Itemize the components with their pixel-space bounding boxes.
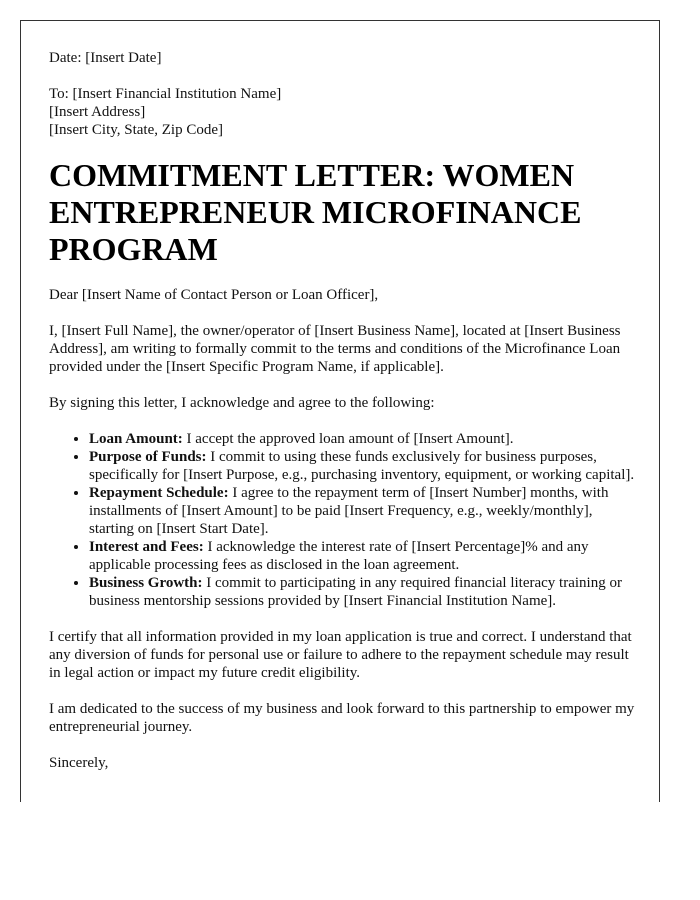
acknowledge-line: By signing this letter, I acknowledge and agree to the following:	[49, 395, 435, 411]
letter-title: COMMITMENT LETTER: WOMEN ENTREPRENEUR MICROFINANCE PROGRAM	[49, 157, 582, 267]
closing-paragraph: I am dedicated to the success of my business and look forward to this partnership to empower my entrepreneurial journey.	[49, 701, 635, 735]
term-item-interest-and-fees	[89, 538, 637, 574]
date-line: Date: [Insert Date]	[49, 50, 162, 66]
letter-content	[49, 49, 637, 790]
term-label: Repayment Schedule:	[89, 485, 229, 501]
signoff: Sincerely,	[49, 755, 109, 771]
certify-paragraph: I certify that all information provided in my loan application is true and correct. I understand that any diversion of funds for personal use or failure to adhere to the repayment schedule may result in legal action or impact my future credit eligibility.	[49, 629, 632, 681]
terms-list	[49, 430, 637, 610]
term-label: Business Growth:	[89, 575, 203, 591]
term-text: I acknowledge the interest rate of [Insert Percentage]% and any applicable processing fees as disclosed in the loan agreement.	[89, 539, 589, 573]
intro-paragraph: I, [Insert Full Name], the owner/operator of [Insert Business Name], located at [Insert Business Address], am writing to formally commit to the terms and conditions of the Microfinance Loan provided under the [Insert Specific Program Name, if applicable].	[49, 323, 621, 375]
term-text: I commit to using these funds exclusively for business purposes, specifically for [Insert Purpose, e.g., purchasing inventory, equipment, or working capital].	[89, 449, 635, 483]
term-text: I commit to participating in any required financial literacy training or business mentorship sessions provided by [Insert Financial Institution Name].	[89, 575, 622, 609]
recipient-city-line: [Insert City, State, Zip Code]	[49, 122, 223, 138]
term-item-loan-amount	[89, 430, 637, 448]
term-label: Loan Amount:	[89, 431, 183, 447]
salutation: Dear [Insert Name of Contact Person or Loan Officer],	[49, 287, 379, 303]
term-label: Interest and Fees:	[89, 539, 204, 555]
recipient-address-line: [Insert Address]	[49, 104, 146, 120]
term-text: I accept the approved loan amount of [Insert Amount].	[182, 431, 514, 447]
term-item-purpose-of-funds	[89, 448, 637, 484]
recipient-address	[49, 85, 637, 139]
term-item-repayment-schedule	[89, 484, 637, 538]
recipient-to-line: To: [Insert Financial Institution Name]	[49, 86, 282, 102]
letter-page	[20, 20, 660, 802]
term-text: I agree to the repayment term of [Insert Number] months, with installments of [Insert Amount] to be paid [Insert Frequency, e.g., weekly/monthly], starting on [Insert Start Date].	[89, 485, 609, 537]
term-item-business-growth	[89, 574, 637, 610]
term-label: Purpose of Funds:	[89, 449, 207, 465]
